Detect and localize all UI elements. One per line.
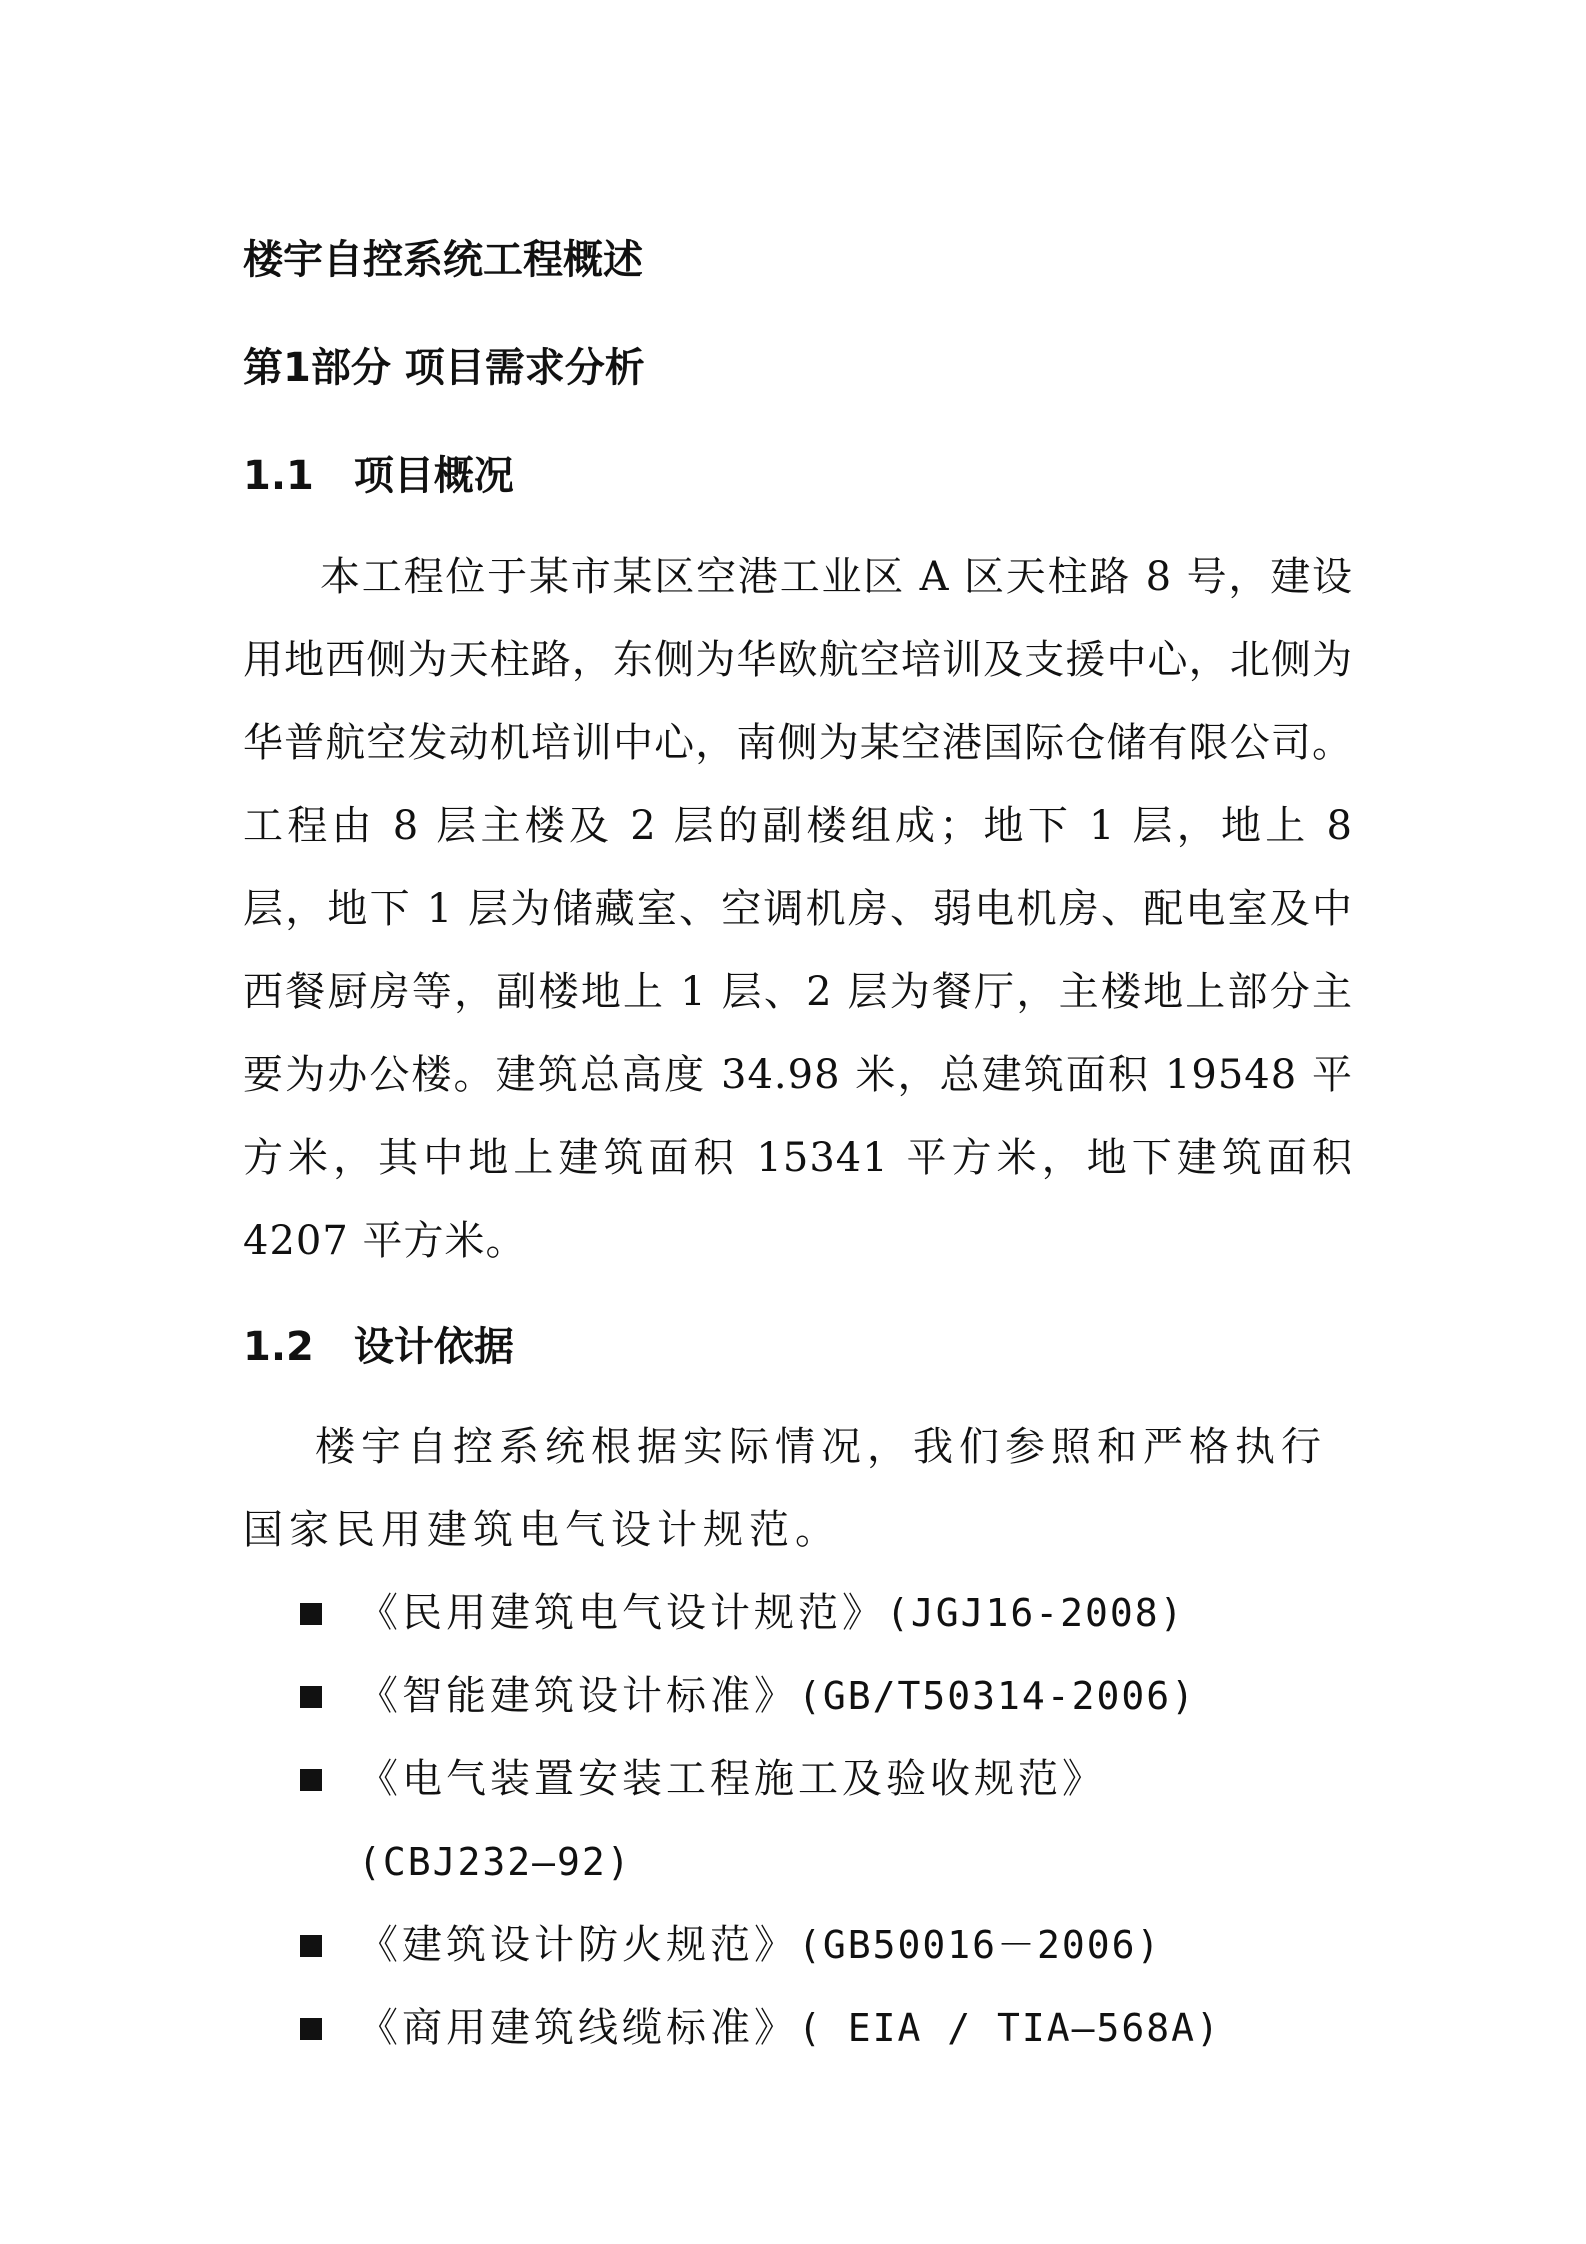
reference-code: (JGJ16-2008)	[886, 1591, 1185, 1635]
section-heading-1-2: 1.2 设计依据	[243, 1324, 514, 1370]
list-item	[300, 1738, 1360, 1904]
reference-code: (GB/T50314-2006)	[798, 1674, 1197, 1718]
list-item	[300, 1904, 1360, 1987]
reference-title: 《智能建筑设计标准》	[358, 1673, 798, 1719]
square-bullet-icon	[300, 1686, 322, 1708]
square-bullet-icon	[300, 2018, 322, 2040]
section-body-1-2: 楼宇自控系统根据实际情况，我们参照和严格执行国家民用建筑电气设计规范。	[243, 1424, 1327, 1553]
square-bullet-icon	[300, 1603, 322, 1625]
reference-code: (CBJ232—92)	[358, 1840, 632, 1884]
document-title: 楼宇自控系统工程概述	[243, 237, 643, 283]
square-bullet-icon	[300, 1769, 322, 1791]
list-item	[300, 1572, 1360, 1655]
part-heading: 第1部分 项目需求分析	[243, 345, 645, 391]
section-body-1-1: 本工程位于某市某区空港工业区 A 区天柱路 8 号，建设用地西侧为天柱路，东侧为华欧航空培训及支援中心，北侧为华普航空发动机培训中心，南侧为某空港国际仓储有限公司。工程由 8 层主楼及 2 层的副楼组成；地下 1 层，地上 8 层，地下 1 层为储藏室、空调机房、弱电机房、配电室及中西餐厨房等，副楼地上 1 层、2 层为餐厅，主楼地上部分主要为办公楼。建筑总高度 34.98 米，总建筑面积 19548 平方米，其中地上建筑面积 15341 平方米，地下建筑面积 4207 平方米。	[243, 554, 1353, 1264]
list-item	[300, 1655, 1360, 1738]
reference-code: (GB50016－2006)	[798, 1923, 1162, 1967]
section-heading-1-1: 1.1 项目概况	[243, 453, 514, 499]
reference-code: ( EIA / TIA—568A)	[798, 2006, 1221, 2050]
reference-title: 《商用建筑线缆标准》	[358, 2005, 798, 2051]
square-bullet-icon	[300, 1935, 322, 1957]
reference-list	[300, 1572, 1360, 2070]
reference-title: 《民用建筑电气设计规范》	[358, 1590, 886, 1636]
reference-title: 《电气装置安装工程施工及验收规范》	[358, 1756, 1106, 1802]
list-item	[300, 1987, 1360, 2070]
reference-title: 《建筑设计防火规范》	[358, 1922, 798, 1968]
